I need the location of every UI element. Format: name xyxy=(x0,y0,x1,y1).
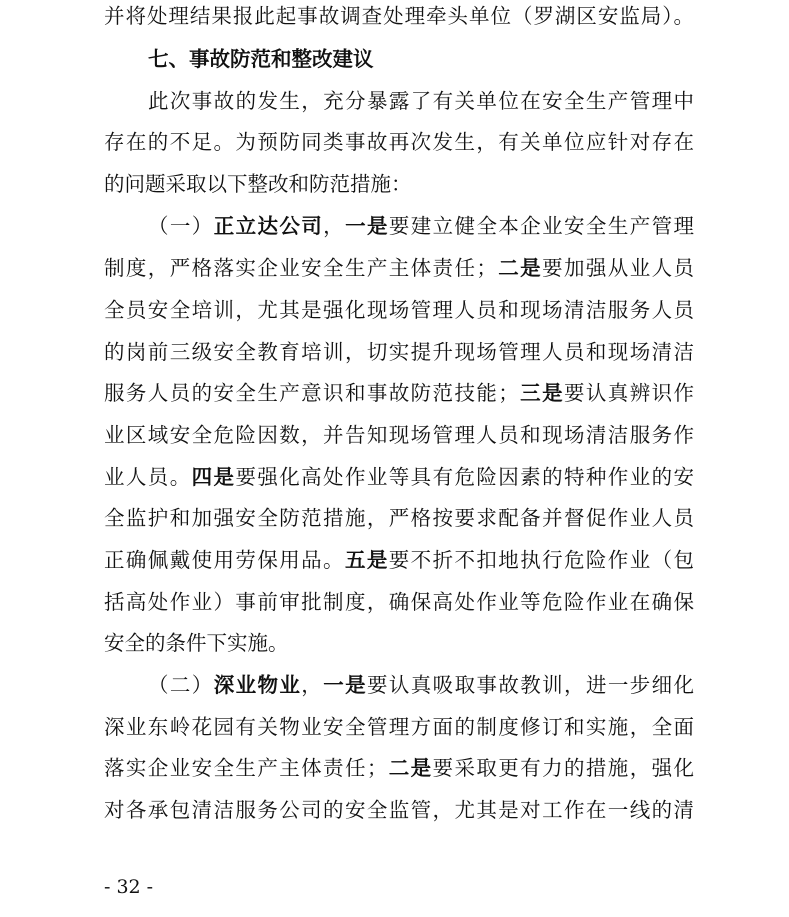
item-marker: 二是 xyxy=(496,256,543,280)
text-line: 全员安全培训，尤其是强化现场管理人员和现场清洁服务人员 xyxy=(104,298,694,322)
text-line: 存在的不足。为预防同类事故再次发生，有关单位应针对存在 xyxy=(104,130,694,154)
text-line: 服务人员的安全生产意识和事故防范技能；三是要认真辨识作 xyxy=(104,381,695,405)
company-name: 深业物业 xyxy=(213,673,302,697)
text-line: 的岗前三级安全教育培训，切实提升现场管理人员和现场清洁 xyxy=(104,340,694,364)
text-line: 业区域安全危险因数，并告知现场管理人员和现场清洁服务作 xyxy=(104,423,694,447)
item-marker: 一是 xyxy=(323,673,367,697)
company-name: 正立达公司 xyxy=(213,214,324,238)
text-line: 正确佩戴使用劳保用品。五是要不折不扣地执行危险作业（包 xyxy=(104,548,695,572)
text-line: 深业东岭花园有关物业安全管理方面的制度修订和实施，全面 xyxy=(104,715,694,739)
item-marker: 四是 xyxy=(191,465,236,489)
paragraph-first-line: 此次事故的发生，充分暴露了有关单位在安全生产管理中 xyxy=(148,89,694,113)
text-line: 全监护和加强安全防范措施，严格按要求配备并督促作业人员 xyxy=(104,506,694,530)
item-marker: 一是 xyxy=(345,214,389,238)
item-marker: 二是 xyxy=(387,756,433,780)
item-marker: 五是 xyxy=(344,548,389,572)
paragraph-first-line: （二）深业物业，一是要认真吸取事故教训，进一步细化 xyxy=(148,673,695,697)
text-line: 括高处作业）事前审批制度，确保高处作业等危险作业在确保 xyxy=(104,590,694,614)
text-line: 的问题采取以下整改和防范措施： xyxy=(104,172,412,196)
page-number: - 32 - xyxy=(104,876,154,898)
text-line: 安全的条件下实施。 xyxy=(104,631,289,655)
item-marker: 三是 xyxy=(518,381,564,405)
text-line: 制度，严格落实企业安全生产主体责任；二是要加强从业人员 xyxy=(104,256,695,280)
text-line: 落实企业安全生产主体责任；二是要采取更有力的措施，强化 xyxy=(104,756,695,780)
text-line: 对各承包清洁服务公司的安全监管，尤其是对工作在一线的清 xyxy=(104,798,694,822)
section-heading: 七、事故防范和整改建议 xyxy=(148,47,374,71)
paragraph-first-line: （一）正立达公司，一是要建立健全本企业安全生产管理 xyxy=(148,214,695,238)
text-line: 并将处理结果报此起事故调查处理牵头单位（罗湖区安监局）。 xyxy=(104,4,694,28)
text-line: 业人员。四是要强化高处作业等具有危险因素的特种作业的安 xyxy=(104,465,695,489)
